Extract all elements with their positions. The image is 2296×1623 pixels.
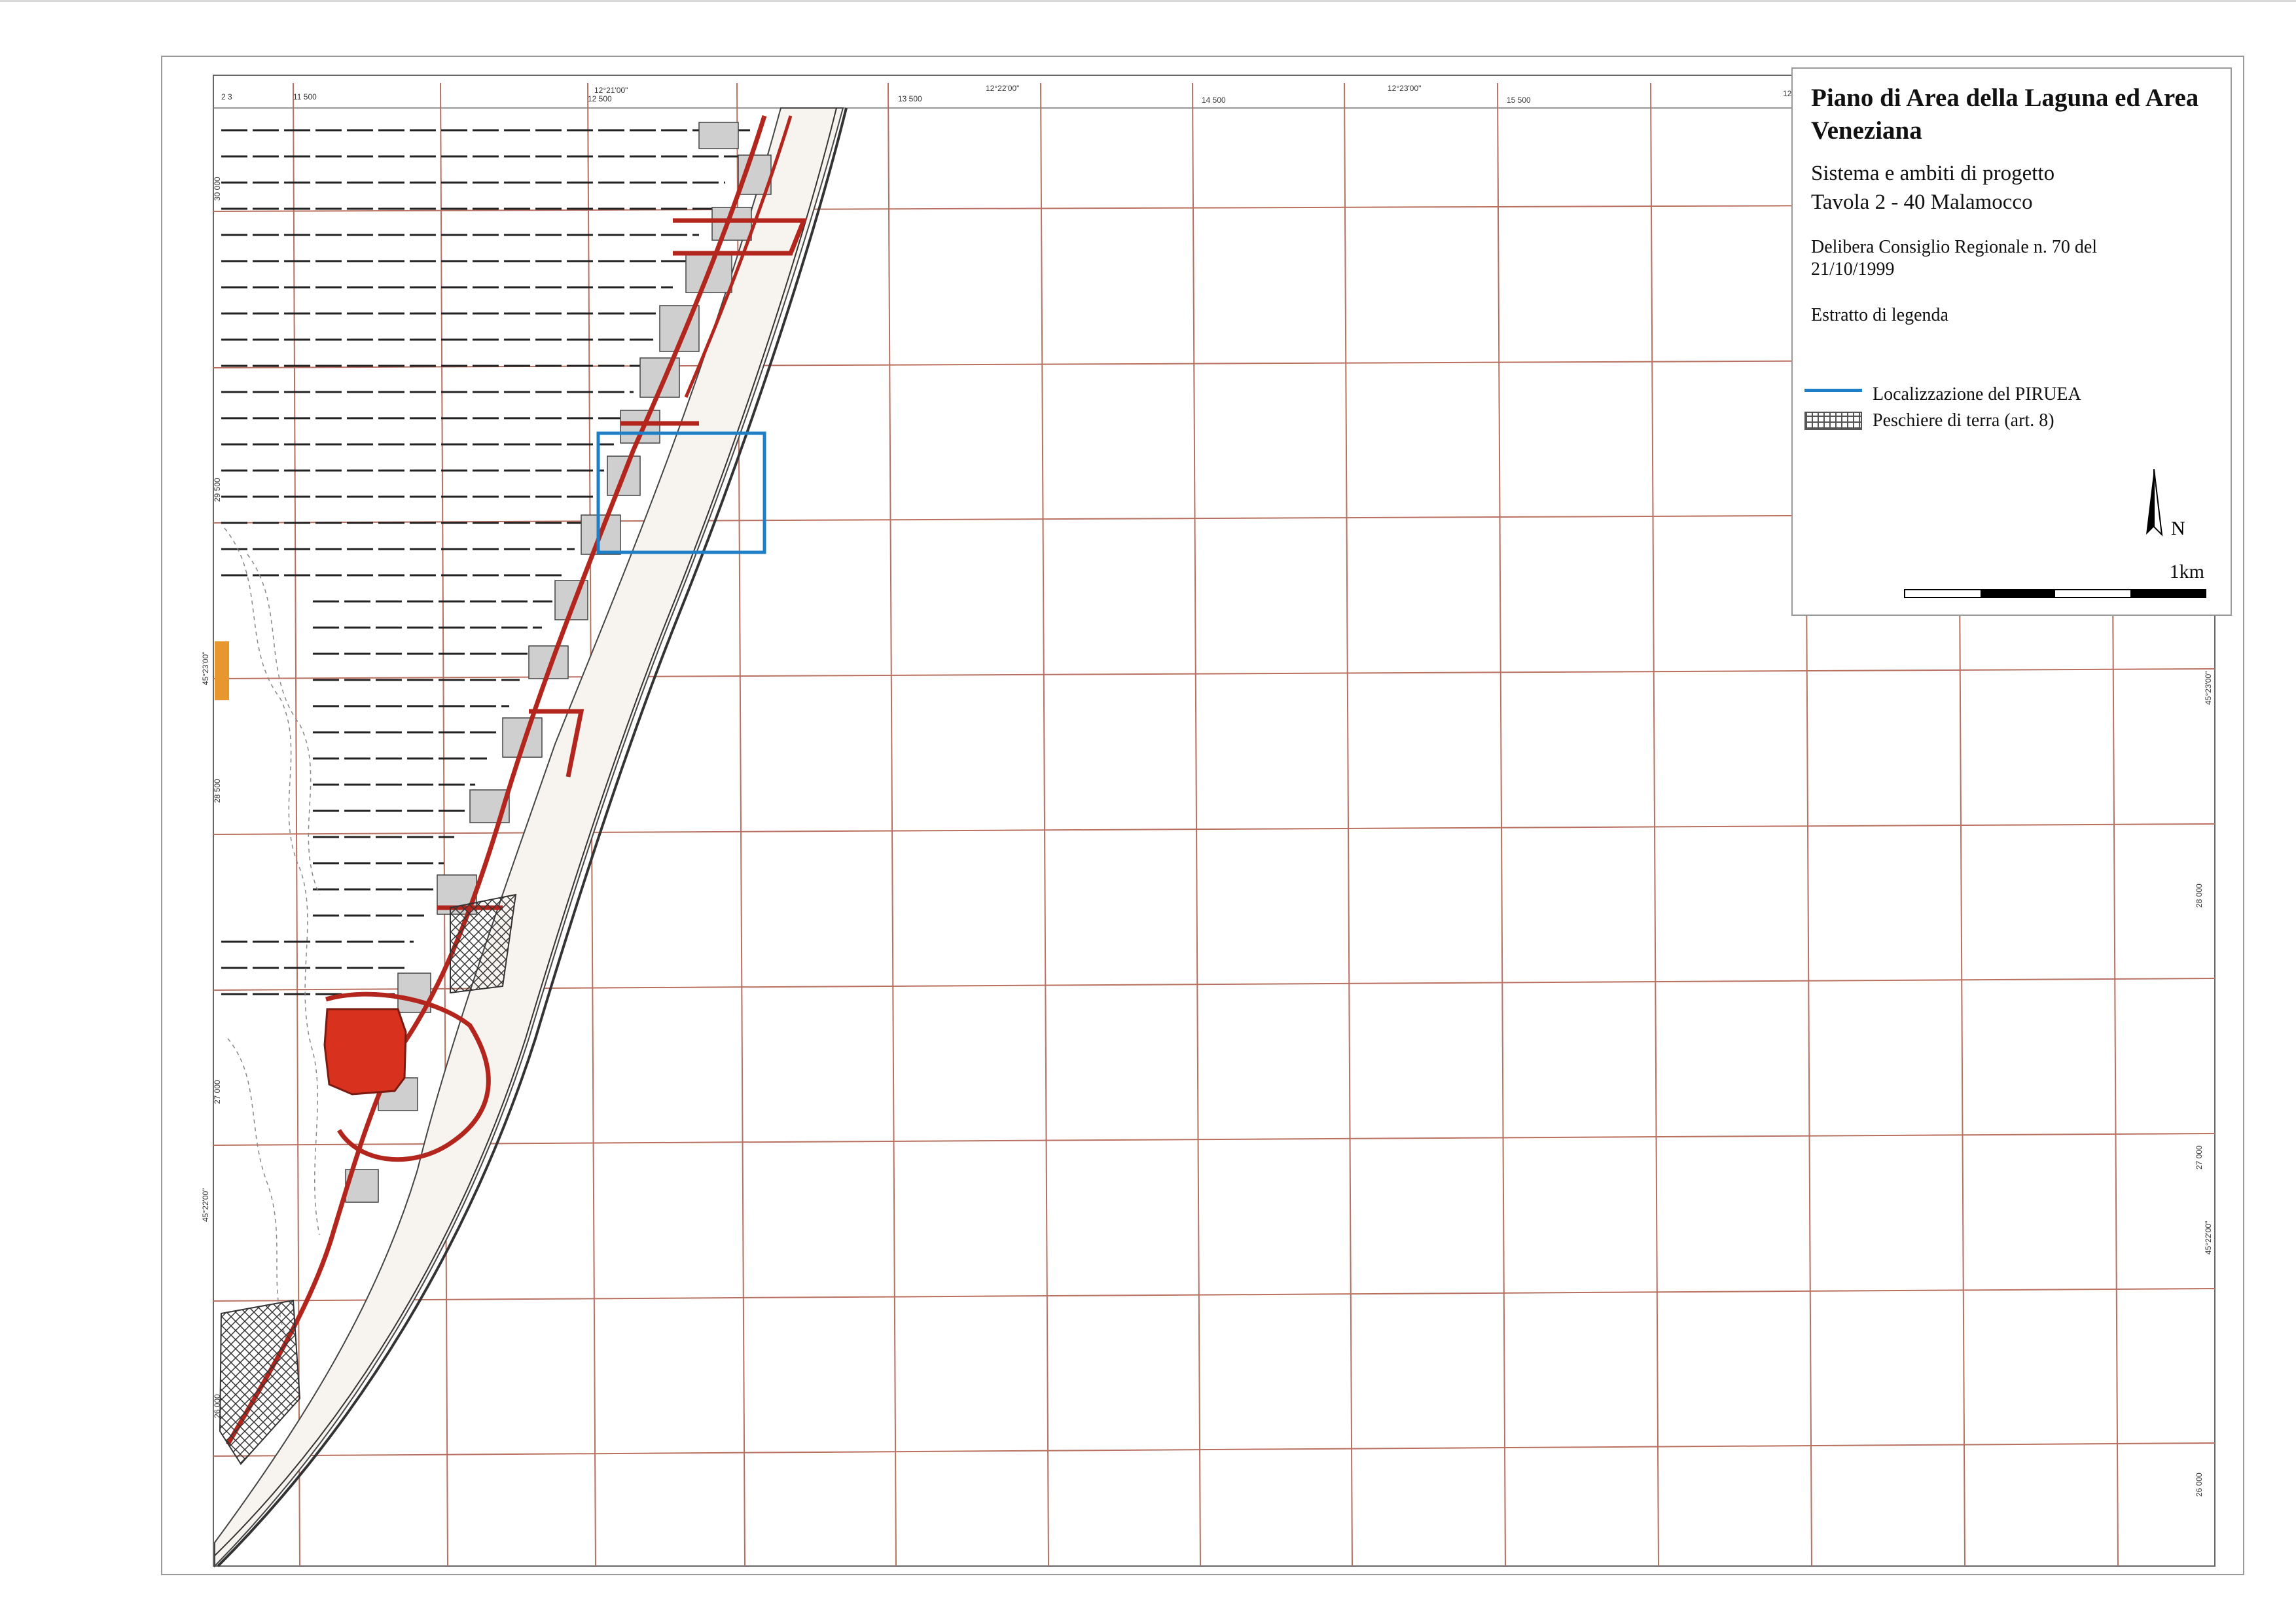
- blue-line-symbol-icon: [1804, 389, 1862, 392]
- coord-label: 45°22'00": [2204, 1221, 2213, 1255]
- north-arrow-icon: [2141, 469, 2193, 548]
- legend-subtitle-sheet: Tavola 2 - 40 Malamocco: [1811, 190, 2033, 214]
- page-top-rule: [0, 0, 2296, 2]
- coord-label: 12 500: [588, 94, 612, 103]
- legend-item-label: Localizzazione del PIRUEA: [1873, 384, 2081, 404]
- coord-label: 27 000: [2195, 1145, 2204, 1169]
- coord-label: 45°23'00": [201, 651, 210, 685]
- coord-label: 29 500: [213, 478, 222, 502]
- legend-panel: [1791, 67, 2232, 616]
- right-coordinate-labels: [2195, 671, 2213, 1497]
- coord-label: 28 500: [213, 779, 222, 803]
- coord-label: 27 000: [213, 1080, 222, 1104]
- orange-patch: [215, 641, 229, 700]
- coord-label: 45°23'00": [2204, 671, 2213, 705]
- legend-delibera-line1: Delibera Consiglio Regionale n. 70 del: [1811, 237, 2098, 257]
- coord-label: 15 500: [1507, 96, 1531, 105]
- coord-label: 26 000: [2195, 1472, 2204, 1497]
- legend-item-piruea: [1804, 382, 2223, 408]
- coord-label: 45°22'00": [201, 1188, 210, 1222]
- north-label: N: [2171, 518, 2185, 539]
- project-boundary: [228, 116, 804, 1444]
- legend-item-peschiere: [1804, 408, 2223, 434]
- legend-items: [1804, 382, 2223, 434]
- legend-title: Piano di Area della Laguna ed Area Veneziana: [1811, 84, 2199, 145]
- legend-subtitle-system: Sistema e ambiti di progetto: [1811, 162, 2055, 185]
- legend-item-label: Peschiere di terra (art. 8): [1873, 410, 2054, 431]
- coord-label: 2 3: [221, 92, 232, 101]
- left-coordinate-labels: [201, 177, 222, 1418]
- scale-label: 1km: [2169, 561, 2204, 582]
- coord-label: 12°23'00": [1388, 84, 1422, 93]
- grid-hatch-symbol-icon: [1804, 412, 1862, 430]
- coord-label: 13 500: [898, 94, 922, 103]
- scale-bar: [1904, 589, 2206, 598]
- coord-label: 12°22'00": [986, 84, 1020, 93]
- coord-label: 11 500: [293, 92, 317, 101]
- island-land: [215, 108, 843, 1566]
- coord-label: 26 000: [213, 1394, 222, 1418]
- coord-label: 12°21'00": [594, 86, 628, 95]
- scale-segment: [2130, 590, 2206, 597]
- coord-label: 28 000: [2195, 883, 2204, 908]
- urban-blocks: [346, 122, 771, 1202]
- coord-label: 12: [1783, 89, 1792, 98]
- scale-segment: [1905, 590, 1981, 597]
- scale-segment: [2055, 590, 2130, 597]
- top-coordinate-labels: [221, 84, 1792, 105]
- legend-extract-heading: Estratto di legenda: [1811, 305, 1948, 325]
- lagoon-contours: [224, 528, 319, 1340]
- malamocco-urban-area: [325, 1009, 406, 1094]
- legend-delibera-line2: 21/10/1999: [1811, 259, 1895, 279]
- scale-segment: [1981, 590, 2056, 597]
- coord-label: 30 000: [213, 177, 222, 201]
- coord-label: 14 500: [1202, 96, 1226, 105]
